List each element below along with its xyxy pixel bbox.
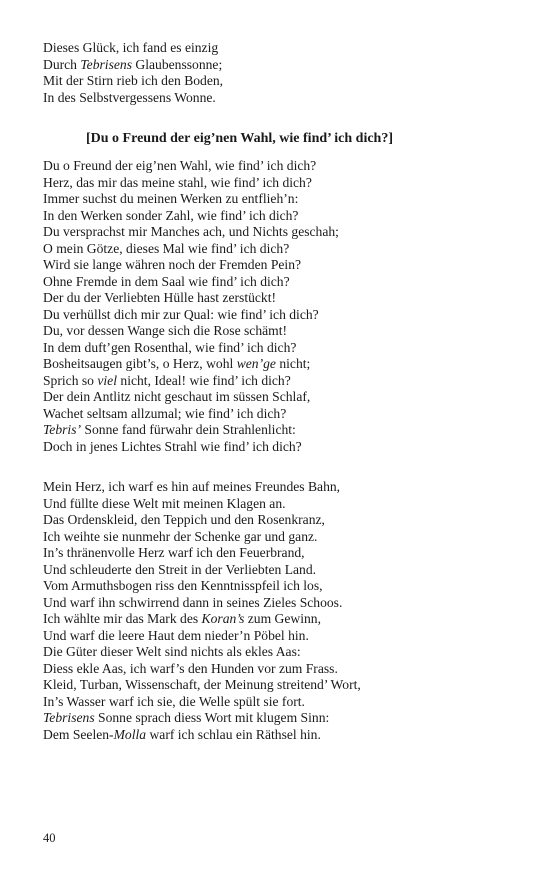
verse-line: Doch in jenes Lichtes Strahl wie find’ ich dich? [43, 438, 302, 454]
verse-line: Die Güter dieser Welt sind nichts als ekles Aas: [43, 644, 301, 659]
verse-line: O mein Götze, dieses Mal wie find’ ich dich? [43, 240, 290, 256]
verse-line: Dem Seelen-Molla warf ich schlau ein Räthsel hin. [43, 726, 321, 742]
verse-line: Vom Armuthsbogen riss den Kenntnisspfeil ich los, [43, 578, 323, 593]
verse-line: Und schleuderte den Streit in der Verliebten Land. [43, 561, 317, 577]
verse-line: Durch Tebrisens Glaubenssonne; [43, 56, 223, 72]
italic-word: Tebris’ [43, 422, 82, 437]
verse-line: Das Ordenskleid, den Teppich und den Rosenkranz, [43, 512, 325, 527]
italic-word: Koran’s [201, 611, 245, 626]
italic-word: Molla [113, 726, 147, 742]
verse-line: Tebrisens Sonne sprach diess Wort mit klugem Sinn: [43, 710, 330, 725]
verse-line: Kleid, Turban, Wissenschaft, der Meinung streitend’ Wort, [43, 677, 361, 692]
page-number: 40 [43, 831, 56, 845]
verse-line: Ohne Fremde in dem Saal wie find’ ich dich? [43, 273, 290, 289]
verse-line: Dieses Glück, ich fand es einzig [43, 40, 219, 55]
italic-word: viel [97, 372, 117, 388]
verse-line: Der du der Verliebten Hülle hast zerstückt! [43, 290, 277, 305]
italic-word: Tebrisens [43, 710, 95, 725]
verse-line: Du versprachst mir Manches ach, und Nichts geschah; [43, 224, 339, 239]
verse-line: Und füllte diese Welt mit meinen Klagen an. [43, 495, 286, 511]
stanza-intro [43, 40, 223, 106]
verse-line: Und warf ihn schwirrend dann in seines Zieles Schoos. [43, 594, 343, 610]
verse-line: Wachet seltsam allzumal; wie find’ ich dich? [43, 405, 287, 421]
verse-line: Ich weihte sie nunmehr der Schenke gar und ganz. [43, 528, 318, 544]
verse-line: Immer suchst du meinen Werken zu entflieh’n: [43, 191, 299, 206]
stanza-closing [43, 479, 361, 743]
verse-line: Herz, das mir das meine stahl, wie find’ ich dich? [43, 174, 312, 190]
verse-line: Sprich so viel nicht, Ideal! wie find’ ich dich? [43, 372, 291, 388]
verse-line: Wird sie lange währen noch der Fremden Pein? [43, 257, 302, 272]
poem-heading: [Du o Freund der eig’nen Wahl, wie find’ ich dich?] [86, 131, 393, 146]
italic-word: Tebrisens [80, 56, 132, 72]
verse-line: Ich wählte mir das Mark des Koran’s zum Gewinn, [43, 611, 321, 626]
verse-line: Und warf die leere Haut dem nieder’n Pöbel hin. [43, 627, 309, 643]
stanza-ghazel [43, 158, 339, 455]
verse-line: In den Werken sonder Zahl, wie find’ ich dich? [43, 207, 299, 223]
verse-line: Mein Herz, ich warf es hin auf meines Freundes Bahn, [43, 479, 341, 494]
verse-line: Der dein Antlitz nicht geschaut im süssen Schlaf, [43, 389, 311, 404]
verse-line: In des Selbstvergessens Wonne. [43, 89, 216, 105]
verse-line: Tebris’ Sonne fand fürwahr dein Strahlenlicht: [43, 422, 296, 437]
verse-line: Du o Freund der eig’nen Wahl, wie find’ ich dich? [43, 158, 317, 173]
verse-line: In dem duft’gen Rosenthal, wie find’ ich dich? [43, 339, 297, 355]
verse-line: In’s Wasser warf ich sie, die Welle spült sie fort. [43, 693, 305, 709]
verse-line: Du, vor dessen Wange sich die Rose schämt! [43, 323, 288, 338]
verse-line: Diess ekle Aas, ich warf’s den Hunden vor zum Frass. [43, 660, 338, 676]
verse-line: In’s thränenvolle Herz warf ich den Feuerbrand, [43, 545, 305, 560]
verse-line: Mit der Stirn rieb ich den Boden, [43, 73, 224, 88]
verse-line: Bosheitsaugen gibt’s, o Herz, wohl wen’ge nicht; [43, 356, 311, 371]
italic-word: wen’ge [236, 356, 276, 371]
verse-line: Du verhüllst dich mir zur Qual: wie find’ ich dich? [43, 306, 319, 322]
